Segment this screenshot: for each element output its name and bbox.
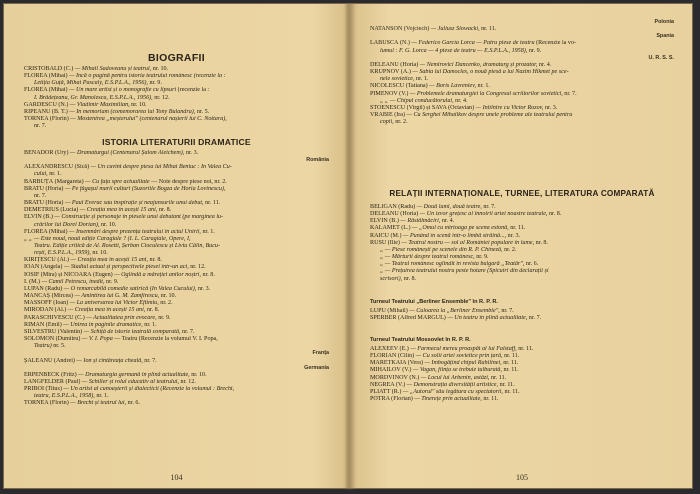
index-entry	[24, 293, 329, 300]
entry-title: nele sovietice,	[380, 76, 415, 83]
index-entry	[370, 375, 674, 382]
entry-issue: nr. 10.	[129, 101, 147, 108]
country-label: Polonia	[654, 19, 674, 25]
entry-author: POTRA (Florian)	[370, 396, 413, 403]
entry-issue: nr. 11.	[498, 381, 515, 388]
entry-author: SILVESTRU (Valentin)	[24, 328, 83, 335]
entry-title: — Culoarea la „Berliner Ensemble",	[407, 308, 500, 314]
index-entry	[24, 200, 329, 207]
entry-title: „ „ — Chipul conducătorului,	[380, 97, 454, 104]
entry-author: RUSU (Ilie)	[370, 239, 400, 246]
entry-title: — Ion și cîntăreața cheală,	[74, 357, 143, 364]
entry-issue: nr. 5.	[195, 108, 210, 115]
entry-author: TORNEA (Florin)	[24, 400, 69, 407]
entry-issue: nr. 3.	[196, 285, 211, 292]
index-entry	[24, 193, 329, 200]
entry-title: — Boris Lavreniev,	[427, 83, 477, 90]
entry-issue: nr. 2.	[502, 246, 517, 253]
entry-issue: nr. 10.	[189, 371, 207, 378]
entry-title: — Stadiul actual și perspectivele piesei într-un act,	[62, 264, 189, 271]
entry-issue: nr. 3.	[543, 104, 558, 111]
entry-issue: nr. 6.	[524, 261, 539, 268]
theatre-heading-mossoviet: Turneul Teatrului Mossovîet în R. P. R.	[370, 337, 471, 343]
entry-author: CRISTOBALD (C.)	[24, 66, 74, 72]
entry-issue: nr. 9.	[156, 314, 171, 321]
index-entry	[370, 315, 674, 322]
entry-title: — Însemnări despre prezența teatrului în actul Unirii,	[67, 228, 201, 235]
entry-title: „ — Teatrul românesc oglindit în revista bulgară „Teatăr",	[380, 261, 525, 268]
page-number-right: 105	[516, 473, 528, 482]
entry-title: — Brecht și teatrul lui,	[68, 400, 127, 407]
entry-author: BRATU (Horia)	[24, 185, 64, 192]
entry-author: BENADOR (Ury)	[24, 150, 69, 156]
country-row	[24, 365, 329, 372]
entry-issue: (recenzie la :	[176, 87, 210, 94]
entry-issue: nr. 9.	[474, 254, 489, 261]
history-entries	[24, 150, 329, 408]
index-entry	[24, 379, 329, 386]
entry-author: I. (M.)	[24, 278, 41, 285]
index-entry	[370, 308, 674, 315]
entry-title: crărilor lui Dorel Dorian),	[34, 221, 100, 228]
index-entry	[24, 400, 329, 407]
entry-title: — „Omul cu mîrtoaga pe scena estonă,	[410, 225, 509, 232]
entry-issue: nr. 11.	[203, 200, 221, 207]
book-spread	[3, 3, 693, 489]
entry-issue: (Recenzie la vo-	[534, 40, 577, 47]
entry-author: PRIBOI (Titus)	[24, 386, 62, 393]
index-entry	[24, 264, 329, 271]
entry-title: — Răstălmăciri,	[398, 218, 441, 225]
entry-title: Teatru)	[34, 343, 52, 350]
entry-issue: nr. 10.	[159, 293, 177, 300]
entry-title: — Federico García Lorca — Patru piese de teatru	[409, 40, 535, 47]
entry-title: — Actualitatea prin evocare,	[84, 314, 157, 321]
index-entry	[370, 26, 674, 33]
index-entry	[370, 211, 674, 218]
entry-title: — Pe făgașul marii culturi (Suzoriile Bogza de Horia Lovinescu),	[63, 185, 226, 192]
country-label: Spania	[656, 33, 674, 40]
index-entry	[370, 98, 674, 105]
entry-title: — Juliusz Slowacki,	[429, 26, 480, 33]
entry-title: — Creația mea în acești 15 ani,	[78, 207, 158, 214]
index-entry	[370, 91, 674, 98]
entry-title: — Încă o pagină pentru istoria teatrului românesc (recenzie la :	[67, 73, 226, 80]
entry-title: — V. I. Popa	[80, 336, 113, 343]
entry-title: — Un mare artist și o monografie cu lipsuri	[67, 87, 177, 94]
entry-author: MIRODAN (Al.)	[24, 307, 67, 314]
entry-issue: nr. 1.	[47, 171, 62, 178]
entry-author: MIHAILOV (V.)	[370, 367, 412, 374]
index-entry	[24, 257, 329, 264]
entry-author: TORNEA (Florin)	[24, 116, 69, 123]
entry-issue: nr. 1.	[414, 76, 429, 83]
entry-author: MANCAȘ (Mircea)	[24, 293, 73, 300]
entry-title: Teatru. Ediție critică de Al. Rosetti, Șerban Cioculescu și Liviu Călin, Bucu-	[34, 243, 221, 250]
index-entry	[370, 367, 674, 374]
entry-issue: nr. 7.	[34, 123, 47, 130]
entry-title: — Teatrul nostru — sol al României populare în lume,	[399, 239, 535, 246]
section-title-biografii: BIOGRAFII	[148, 52, 205, 64]
entry-issue: nr. 5.	[51, 343, 66, 350]
entry-issue: nr. 8.	[157, 207, 172, 214]
entry-title: — Întîlnire cu Victor Rozov,	[474, 104, 544, 111]
index-entry	[370, 105, 674, 112]
entry-author: LUPU (Mihail)	[370, 308, 408, 314]
entry-author: FLOREA (Mihai)	[24, 228, 68, 235]
entry-issue: nr. 8.	[145, 307, 160, 314]
index-entry	[24, 87, 329, 94]
entry-title: — Dramaturgul (Centenarul Șalom Aleichem),	[68, 150, 185, 156]
entry-issue: nr. 7.	[34, 192, 47, 199]
country-row	[370, 55, 674, 62]
index-entry	[24, 358, 329, 365]
entry-author: SOLOMON (Dumitru)	[24, 336, 81, 343]
entry-title: — Sabia lui Damocles, o nouă piesă a lui Nazîm Hikmet pe sce-	[410, 69, 569, 76]
entry-title: — Creația mea în acești 15 ani,	[69, 257, 149, 264]
entry-issue: nr. 3.	[506, 232, 521, 239]
entry-issue: nr. 2.	[158, 300, 173, 307]
entry-issue: nr. 7.	[527, 315, 542, 322]
entry-issue: nr. 8.	[201, 271, 215, 278]
index-entry	[370, 69, 674, 76]
country-label: U. R. S. S.	[648, 54, 674, 61]
index-entry	[24, 222, 329, 229]
index-entry	[24, 322, 329, 329]
entry-title: — Problemele dramaturgiei la Congresul scriitorilor sovietici,	[408, 90, 563, 97]
entry-title: teatru, E.S.P.L.A., 1958),	[34, 393, 95, 400]
entry-author: FLOREA (Mihai)	[24, 87, 68, 94]
entry-author: LĂBUSCĂ (N.)	[370, 40, 410, 47]
entry-issue: nr. 10.	[151, 66, 169, 72]
entry-issue: nr. 11.	[502, 388, 520, 395]
index-entry	[24, 102, 329, 109]
entry-issue: nr. 10.	[90, 250, 108, 257]
entry-author: KALAMET (L.)	[370, 225, 411, 232]
entry-issue: nr. 9.	[527, 47, 542, 54]
entry-title: „ — Prețuirea teatrului nostru peste hotare (Spicuiri din declarații și	[380, 268, 549, 275]
entry-issue: nr. 1.	[94, 393, 109, 400]
entry-author: BRATU (Horia)	[24, 200, 64, 207]
index-entry	[370, 225, 674, 232]
entry-issue: nr. 1.	[142, 321, 157, 328]
entry-issue: nr. 7.	[499, 308, 514, 314]
entry-author: IOAN (Angela)	[24, 264, 63, 271]
entry-author: ELVIN (B.)	[370, 218, 399, 225]
index-entry	[24, 236, 329, 243]
entry-author: DEMETRIUS (Lucia)	[24, 207, 79, 214]
entry-issue: nr. 6.	[126, 400, 140, 407]
entry-issue: nr. 8.	[534, 239, 548, 246]
theatre-entries-mossoviet	[370, 346, 674, 403]
entry-author: MARETKAIA (Vera)	[370, 360, 423, 367]
entry-author: LUPAN (Radu)	[24, 285, 63, 292]
entry-title: — Un teatru în plină actualitate,	[445, 315, 528, 322]
index-entry	[24, 329, 329, 336]
index-entry	[370, 360, 674, 367]
entry-issue: nr. 11.	[501, 360, 519, 367]
entry-title: — Cu fața spre actualitate	[83, 178, 150, 185]
entry-title: — Cu solii artei sovietice prin țară,	[414, 353, 503, 360]
entry-author: IOSIF (Mira) și NICOARĂ (Eugen)	[24, 271, 113, 278]
entry-author: PLIATT (R.)	[370, 388, 402, 395]
entry-author: ALEXEEV (E.)	[370, 346, 409, 352]
section-title-history: ISTORIA LITERATURII DRAMATICE	[102, 137, 251, 147]
country-label: Franța	[312, 350, 329, 357]
entry-issue: nr. 7.	[562, 90, 577, 97]
entry-author: BĂRBUȚĂ (Margareta)	[24, 178, 84, 185]
page-left	[4, 4, 349, 490]
entry-title: — Schiță de istorie teatrală comparată,	[82, 328, 181, 335]
index-entry	[370, 268, 674, 275]
index-entry	[24, 123, 329, 130]
entry-title: — Îmbogățind chipul Rahilinei,	[422, 360, 502, 367]
entry-author: RIPEANU (B. T.)	[24, 108, 68, 115]
page-number-left: 104	[170, 473, 183, 482]
country-entries	[370, 19, 674, 126]
index-entry	[370, 48, 674, 55]
entry-issue: nr. 4.	[440, 218, 455, 225]
index-entry	[24, 286, 329, 293]
entry-title: — Mihail Sadoveanu și teatrul,	[73, 66, 152, 72]
entry-title: rești, E.S.P.L.A., 1959),	[34, 250, 91, 257]
index-entry	[370, 119, 674, 126]
entry-issue: nr. 9.	[147, 80, 162, 87]
index-entry	[370, 233, 674, 240]
entry-author: STOENESCU (Virgil) și SAVA (Octavian)	[370, 104, 475, 111]
entry-title: copii,	[380, 119, 394, 126]
entry-author: GÂRDESCU (N.)	[24, 101, 69, 108]
entry-title: — O remarcabilă comedie satirică (În Valea Cucului),	[62, 285, 197, 292]
index-entry	[24, 73, 329, 80]
entry-issue: nr. 1.	[476, 83, 490, 90]
entry-title: „ — Mărturii despre teatrul românesc,	[380, 254, 475, 261]
entry-issue: nr. 7.	[481, 204, 496, 210]
entry-issue: nr. 11.	[489, 374, 507, 381]
index-entry	[24, 372, 329, 379]
index-entry	[24, 207, 329, 214]
entry-author: PARASCHIVESCU (C.)	[24, 314, 85, 321]
entry-title: I. Brădețeanu, Gr. Manolescu, E.S.P.L.A., 1956),	[34, 94, 153, 101]
index-entry	[24, 243, 329, 250]
index-entry	[370, 240, 674, 247]
page-right	[350, 4, 694, 490]
entry-title: — Vagan, ființa se trebuie tulburată,	[411, 367, 502, 374]
entry-title: Letiția Guță, Mihai Pascaly, E.S.P.L.A., 1956),	[34, 80, 148, 87]
index-entry	[24, 95, 329, 102]
country-row	[24, 350, 329, 357]
entry-author: BELIGAN (Radu)	[370, 204, 416, 210]
index-entry	[370, 76, 674, 83]
entry-title: — Amintirea lui G. M. Zamfirescu,	[72, 293, 160, 300]
index-entry	[24, 229, 329, 236]
entry-title: — Vladimir Maximilian,	[68, 101, 130, 108]
entry-issue: nr. 4.	[537, 61, 552, 68]
entry-title: — Locul lui Arbenin, astăzi,	[419, 374, 490, 381]
entry-author: KRUPNOV (A.)	[370, 69, 411, 76]
entry-author: ALEXANDRESCU (Sică)	[24, 164, 90, 171]
entry-issue: nr. 4.	[453, 97, 468, 104]
entry-issue: — Teatru (Recenzie la volumul V. I. Popa,	[112, 336, 218, 343]
entry-title: — Camil Petrescu, inedit,	[40, 278, 105, 285]
index-entry	[24, 336, 329, 343]
theatre-entries-berliner	[370, 308, 674, 322]
entry-author: NATANSON (Vojciech)	[370, 26, 430, 33]
index-entry	[24, 272, 329, 279]
entry-issue: nr. 12.	[179, 378, 196, 385]
entry-author: DELEANU (Horia)	[370, 211, 419, 218]
entry-title: lumul : F. G. Lorca — 4 piese de teatru — E.S.P.L.A., 1958),	[380, 47, 528, 54]
entry-issue: nr. 2.	[393, 119, 408, 126]
entry-author: DELEANU (Horia)	[370, 61, 419, 68]
entry-issue: nr. 9.	[104, 278, 119, 285]
entry-title: — Un artist al cunoașterii și dialecticii (Recenzie la volumul : Brecht,	[61, 386, 235, 393]
entry-issue: nr. 11.	[501, 367, 519, 374]
entry-title: — Un cuvînt despre piesa lui Mihai Beniuc : În Valea Cu-	[89, 164, 232, 171]
index-entry	[370, 261, 674, 268]
index-entry	[24, 279, 329, 286]
entry-author: ERPENBECK (Fritz)	[24, 371, 77, 378]
country-row	[24, 157, 329, 164]
entry-title: — Două lumi, două teatre,	[415, 204, 482, 210]
entry-issue: nr. 7.	[142, 357, 157, 364]
entry-title: — „Autorul" său legătura cu spectatorii,	[401, 388, 503, 395]
index-entry	[24, 179, 329, 186]
entry-issue: nr. 10.	[99, 221, 117, 228]
entry-title: — Creația mea în acești 15 ani,	[66, 307, 146, 314]
entry-author: ELVIN (B.)	[24, 214, 53, 221]
entry-author: LANGFELDER (Paul)	[24, 378, 81, 385]
index-entry	[370, 382, 674, 389]
entry-issue: nr. 8.	[547, 211, 562, 218]
index-entry	[24, 393, 329, 400]
entry-title: — Oglindă a măreției anilor noștri,	[112, 271, 201, 278]
entry-author: KIRIȚESCU (Al.)	[24, 257, 70, 264]
index-entry	[24, 66, 329, 73]
index-entry	[24, 109, 329, 116]
entry-author: SPERBER (Alfred MARGUL)	[370, 315, 446, 322]
entry-issue: nr. 11.	[479, 26, 497, 33]
index-entry	[370, 40, 674, 47]
entry-title: — Nemirovici Dancenko, dramaturg și prozator,	[418, 61, 538, 68]
entry-issue: nr. 11.	[516, 346, 534, 352]
entry-title: — In memoriam (comemorarea lui Tony Bulandra),	[67, 108, 196, 115]
index-entry	[24, 315, 329, 322]
entry-title: cului,	[34, 171, 48, 178]
entry-title: — Cu Serghei Mihailkov despre unele probleme ale teatrului pentru	[405, 111, 573, 118]
entry-author: NEGREA (V.)	[370, 381, 406, 388]
index-entry	[370, 218, 674, 225]
index-entry	[24, 164, 329, 171]
entry-author: PIMENOV (V.)	[370, 90, 409, 97]
entry-author: MASSOFF (Ioan)	[24, 300, 69, 307]
entry-issue: nr. 8.	[148, 257, 162, 264]
index-entry	[370, 204, 674, 211]
entry-title: — Construcție și personaje în piesele unui debutant (pe marginea lu-	[52, 214, 224, 221]
country-label: România	[306, 157, 329, 164]
entry-author: FLOREA (Mihai)	[24, 73, 68, 80]
entry-title: — Un izvor grețesc al înnoirii artei noastre teatrale,	[418, 211, 548, 218]
country-row	[370, 33, 674, 40]
entry-author: VRABIE (Ira)	[370, 111, 406, 118]
relations-entries	[370, 204, 674, 283]
entry-issue: nr. 8.	[402, 275, 417, 282]
entry-issue: nr. 11.	[481, 396, 499, 403]
entry-title: — Farmecul mereu proaspăt al lui Falstaff,	[408, 346, 517, 352]
index-entry	[370, 62, 674, 69]
entry-issue: nr. 11.	[502, 353, 520, 360]
entry-issue: nr. 12.	[188, 264, 206, 271]
entry-author: FLORIAN (Cilin)	[370, 353, 415, 360]
entry-title: scrisori),	[380, 275, 403, 282]
entry-title: — Tinerețe prin actualitate,	[412, 396, 482, 403]
entry-issue: nr. 11.	[508, 225, 526, 232]
entry-author: NICOLESCU (Tatiana)	[370, 83, 428, 90]
bio-entries	[24, 66, 329, 130]
entry-title: — Punând în scenă într-o limbă străină...,	[401, 232, 507, 239]
index-entry	[24, 80, 329, 87]
entry-title: — Demonstrația diversității artistice,	[405, 381, 499, 388]
index-entry	[24, 307, 329, 314]
entry-title: „ — Piese românești pe scenele din R. P. Chineză,	[380, 246, 503, 253]
index-entry	[370, 247, 674, 254]
entry-title: — Unirea în paginile dramatice,	[61, 321, 143, 328]
index-entry	[370, 346, 674, 353]
entry-author: MORDVINOV (N.)	[370, 374, 420, 381]
entry-title: — Paul Everac sau inspirație și neajunsurile unui debut,	[63, 200, 204, 207]
entry-author: RAICU (M.)	[370, 232, 402, 239]
entry-issue: nr. 3.	[184, 150, 199, 156]
section-title-relations: RELAȚII INTERNAȚIONALE, TURNEE, LITERATURA COMPARATĂ	[389, 189, 655, 198]
index-entry	[24, 186, 329, 193]
index-entry	[24, 300, 329, 307]
entry-author: RIMAN (Emil)	[24, 321, 62, 328]
index-entry	[24, 150, 329, 157]
entry-issue: nr. 12.	[152, 94, 170, 101]
entry-author: ȘĂLEANU (Andrei)	[24, 357, 75, 364]
entry-issue: — Note despre piese noi, nr. 2.	[149, 178, 227, 185]
index-entry	[370, 353, 674, 360]
index-entry	[370, 112, 674, 119]
entry-title: — La aniversarea lui Victor Eftimiu,	[68, 300, 159, 307]
entry-title: — Dramaturgia germană în plină actualitate,	[76, 371, 190, 378]
index-entry	[24, 386, 329, 393]
index-entry	[370, 389, 674, 396]
entry-title: „ „ — Este noud, nouă ediție Caragiale ? (I. L. Caragiale, Opere, I,	[24, 235, 191, 242]
index-entry	[24, 343, 329, 350]
entry-issue: nr. 7.	[180, 328, 195, 335]
index-entry	[370, 83, 674, 90]
theatre-heading-berliner: Turneul Teatrului „Berliner Ensemble" în R. P. R.	[370, 299, 498, 305]
index-entry	[24, 116, 329, 123]
index-entry	[24, 250, 329, 257]
entry-title: — Schiller și rolul educativ al teatrului,	[80, 378, 179, 385]
index-entry	[370, 276, 674, 283]
index-entry	[24, 214, 329, 221]
entry-title: — Mostenirea „meșterului" (centenarul nașterii lui C. Nottara),	[68, 116, 227, 123]
country-label: Germania	[304, 364, 329, 371]
country-row	[370, 19, 674, 26]
entry-issue: nr. 1.	[200, 228, 215, 235]
index-entry	[370, 254, 674, 261]
index-entry	[370, 396, 674, 403]
index-entry	[24, 171, 329, 178]
